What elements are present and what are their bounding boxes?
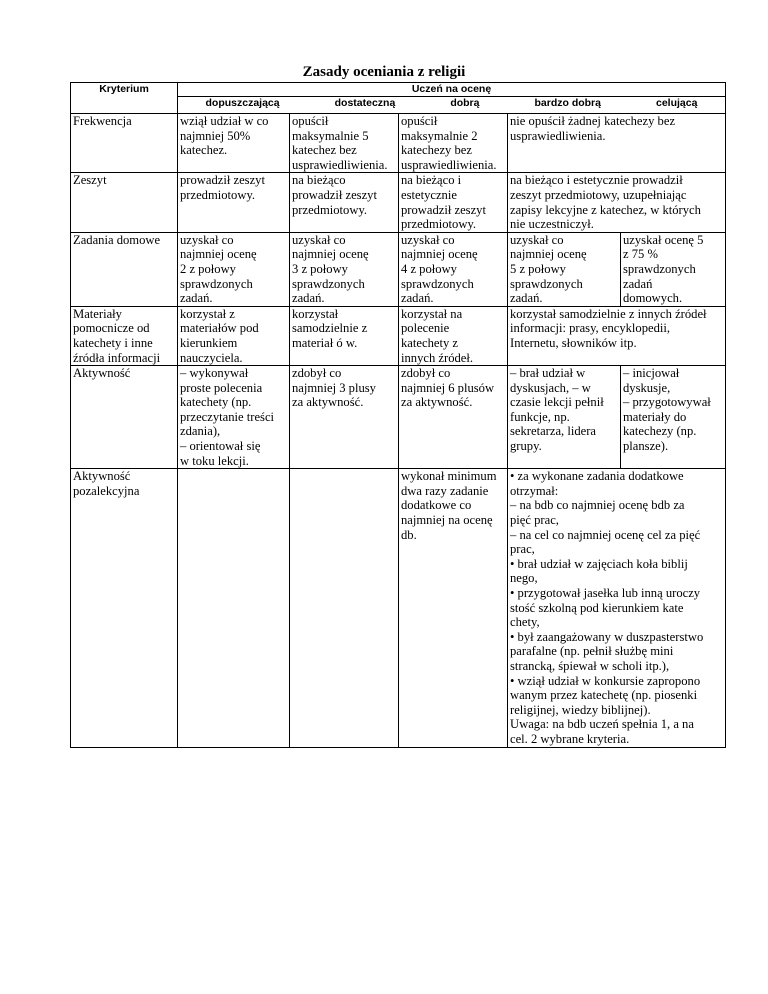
grade-dopuszczajaca: dopuszczającą bbox=[205, 97, 280, 109]
cell-materialy-bdb-cel: korzystał samodzielnie z innych źródeł informacji: prasy, encyklopedii, Internetu, słowników itp. bbox=[508, 306, 726, 365]
cell-aktywnosc-cel: – inicjował dyskusje, – przygotowywał materiały do katechezy (np. plansze). bbox=[621, 366, 726, 469]
cell-pozalekcyjna-dob: wykonał minimum dwa razy zadanie dodatkowe co najmniej na ocenę db. bbox=[399, 469, 508, 747]
cell-pozalekcyjna-bdb-cel: • za wykonane zadania dodatkowe otrzymał: – na bdb co najmniej ocenę bdb za pięć prac, – na cel co najmniej ocenę cel za pięć prac, • brał udział w zajęciach koła biblij nego, • przygotował jasełka lub inną uroczy stość szkolną pod kierunkiem kate chety, • był zaangażowany w duszpasterstwo parafalne (np. pełnił służbę mini strancką, śpiewał w scholi itp.), • wziął udział w konkursie zapropono wanym przez katechetę (np. piosenki religijnej, wiedzy biblijnej). Uwaga: na bdb uczeń spełnia 1, a na cel. 2 wybrane kryteria. bbox=[508, 469, 726, 747]
cell-aktywnosc-dob: zdobył co najmniej 6 plusów za aktywność. bbox=[399, 366, 508, 469]
grade-dobra: dobrą bbox=[450, 97, 480, 109]
cell-pozalekcyjna-dost bbox=[290, 469, 399, 747]
header-kryterium: Kryterium bbox=[71, 83, 178, 114]
cell-aktywnosc-bdb: – brał udział w dyskusjach, – w czasie lekcji pełnił funkcje, np. sekretarza, lidera grupy. bbox=[508, 366, 621, 469]
row-zeszyt bbox=[71, 173, 726, 232]
cell-zadania-dost: uzyskał co najmniej ocenę 3 z połowy sprawdzonych zadań. bbox=[290, 232, 399, 306]
cell-zeszyt-bdb-cel: na bieżąco i estetycznie prowadził zeszyt przedmiotowy, uzupełniając zapisy lekcyjne z katechez, w których nie uczestniczył. bbox=[508, 173, 726, 232]
header-row-1 bbox=[71, 83, 726, 97]
grade-dostateczna: dostateczną bbox=[334, 97, 396, 109]
grading-table bbox=[70, 82, 726, 748]
cell-zadania-bdb: uzyskał co najmniej ocenę 5 z połowy sprawdzonych zadań. bbox=[508, 232, 621, 306]
cell-aktywnosc-dost: zdobył co najmniej 3 plusy za aktywność. bbox=[290, 366, 399, 469]
cell-zadania-cel: uzyskał ocenę 5 z 75 % sprawdzonych zadań domowych. bbox=[621, 232, 726, 306]
criterion-frekwencja: Frekwencja bbox=[71, 114, 178, 173]
cell-zeszyt-dob: na bieżąco i estetycznie prowadził zeszyt przedmiotowy. bbox=[399, 173, 508, 232]
criterion-zadania-domowe: Zadania domowe bbox=[71, 232, 178, 306]
header-uczen: Uczeń na ocenę bbox=[178, 83, 726, 97]
cell-materialy-dob: korzystał na polecenie katechety z innych źródeł. bbox=[399, 306, 508, 365]
row-aktywnosc-pozalekcyjna bbox=[71, 469, 726, 747]
row-aktywnosc bbox=[71, 366, 726, 469]
row-frekwencja bbox=[71, 114, 726, 173]
cell-zadania-dob: uzyskał co najmniej ocenę 4 z połowy sprawdzonych zadań. bbox=[399, 232, 508, 306]
cell-frekwencja-dop: wziął udział w co najmniej 50% katechez. bbox=[178, 114, 290, 173]
cell-pozalekcyjna-dop bbox=[178, 469, 290, 747]
cell-frekwencja-dob: opuścił maksymalnie 2 katechezy bez usprawiedliwienia. bbox=[399, 114, 508, 173]
criterion-zeszyt: Zeszyt bbox=[71, 173, 178, 232]
cell-materialy-dop: korzystał z materiałów pod kierunkiem nauczyciela. bbox=[178, 306, 290, 365]
document-title: Zasady oceniania z religii bbox=[302, 64, 466, 80]
cell-aktywnosc-dop: – wykonywał proste polecenia katechety (np. przeczytanie treści zdania), – orientował się w toku lekcji. bbox=[178, 366, 290, 469]
grades-header bbox=[178, 97, 726, 114]
criterion-aktywnosc: Aktywność bbox=[71, 366, 178, 469]
criterion-aktywnosc-pozalekcyjna: Aktywność pozalekcyjna bbox=[71, 469, 178, 747]
cell-zeszyt-dop: prowadził zeszyt przedmiotowy. bbox=[178, 173, 290, 232]
row-zadania-domowe bbox=[71, 232, 726, 306]
cell-frekwencja-dost: opuścił maksymalnie 5 katechez bez usprawiedliwienia. bbox=[290, 114, 399, 173]
cell-zadania-dop: uzyskał co najmniej ocenę 2 z połowy sprawdzonych zadań. bbox=[178, 232, 290, 306]
grade-celujaca: celującą bbox=[656, 97, 698, 109]
cell-zeszyt-dost: na bieżąco prowadził zeszyt przedmiotowy. bbox=[290, 173, 399, 232]
cell-frekwencja-bdb-cel: nie opuścił żadnej katechezy bez usprawiedliwienia. bbox=[508, 114, 726, 173]
row-materialy bbox=[71, 306, 726, 365]
cell-materialy-dost: korzystał samodzielnie z materiał ó w. bbox=[290, 306, 399, 365]
criterion-materialy: Materiały pomocnicze od katechety i inne źródła informacji bbox=[71, 306, 178, 365]
grade-bardzo-dobra: bardzo dobrą bbox=[534, 97, 601, 109]
